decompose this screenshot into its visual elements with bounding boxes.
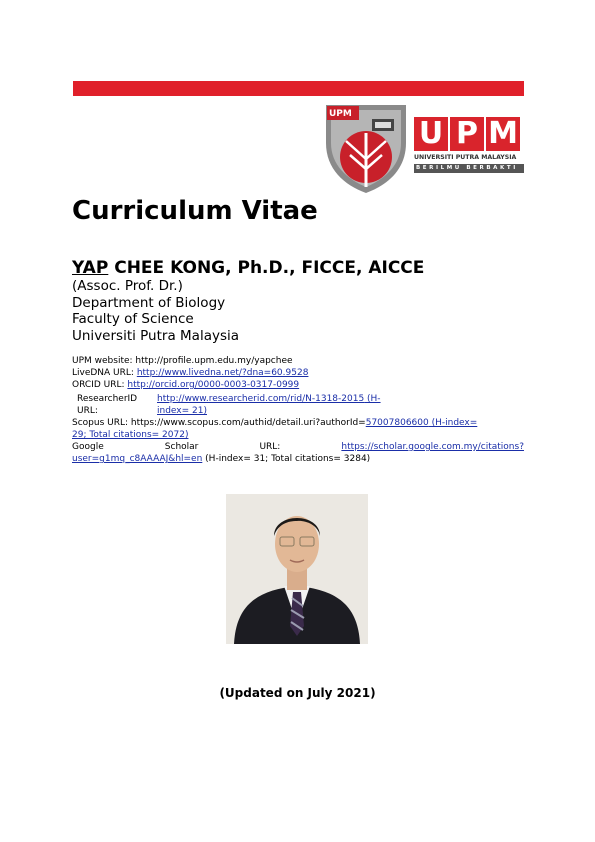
scopus-label: Scopus URL: https://www.scopus.com/authid/detail.uri?authorId= [72, 418, 366, 428]
scopus-author-id[interactable]: 57007806600 [365, 418, 429, 428]
livedna-line [72, 367, 524, 379]
orcid-link[interactable]: http://orcid.org/0000-0003-0317-0999 [127, 380, 300, 390]
person-given-name-titles: CHEE KONG, Ph.D., FICCE, AICCE [108, 258, 425, 278]
researcherid-hindex-cont[interactable]: index= 21) [157, 406, 207, 416]
wordmark-letter: U [414, 117, 448, 151]
orcid-line [72, 379, 524, 391]
profile-links [72, 355, 524, 465]
researcherid-link[interactable]: http://www.researcherid.com/rid/N-1318-2015 [157, 394, 365, 404]
header-red-bar [73, 81, 524, 96]
scopus-citations[interactable]: 29; Total citations= 2072) [72, 430, 189, 440]
upm-logos [322, 103, 524, 195]
livedna-link[interactable]: http://www.livedna.net/?dna=60.9528 [136, 368, 309, 378]
scholar-hindex: (H-index= 31; Total citations= 3284) [202, 454, 371, 464]
wordmark-letter: P [450, 117, 484, 151]
upm-wordmark-logo [414, 117, 524, 187]
livedna-label: LiveDNA URL: [72, 368, 137, 378]
researcherid-line [72, 393, 524, 417]
emblem-text: UPM [329, 109, 352, 119]
scopus-line [72, 417, 524, 429]
scholar-link-cont[interactable]: user=g1mq_c8AAAAJ&hl=en [72, 454, 203, 464]
scholar-line [72, 441, 524, 453]
affiliation-department: Department of Biology [72, 294, 226, 311]
person-surname: YAP [72, 258, 109, 278]
scholar-word: Google [72, 442, 104, 452]
orcid-label: ORCID URL: [72, 380, 128, 390]
wordmark-university-name: UNIVERSITI PUTRA MALAYSIA [414, 154, 517, 161]
scholar-word: Scholar [164, 442, 199, 452]
scholar-word: URL: [259, 442, 281, 452]
person-name [72, 258, 424, 278]
researcherid-label: ResearcherID URL: [77, 394, 138, 416]
profile-photo [226, 494, 368, 644]
upm-emblem-logo [322, 103, 410, 195]
wordmark-letter: M [486, 117, 520, 151]
affiliation-rank: (Assoc. Prof. Dr.) [72, 278, 183, 294]
scholar-line-cont [72, 453, 524, 465]
scholar-link[interactable]: https://scholar.google.com.my/citations? [341, 442, 524, 452]
affiliation-block [72, 278, 239, 344]
researcherid-value [157, 393, 415, 417]
affiliation-university: Universiti Putra Malaysia [72, 327, 240, 344]
upm-website-line: UPM website: http://profile.upm.edu.my/yapchee [72, 356, 293, 366]
updated-date: (Updated on July 2021) [219, 686, 376, 700]
document-title: Curriculum Vitae [72, 196, 318, 226]
researcherid-hindex[interactable]: (H- [364, 394, 381, 404]
scopus-line-cont [72, 429, 524, 441]
scopus-hindex[interactable]: (H-index= [428, 418, 478, 428]
affiliation-faculty: Faculty of Science [72, 311, 194, 327]
wordmark-motto: BERILMU BERBAKTI [414, 164, 524, 173]
